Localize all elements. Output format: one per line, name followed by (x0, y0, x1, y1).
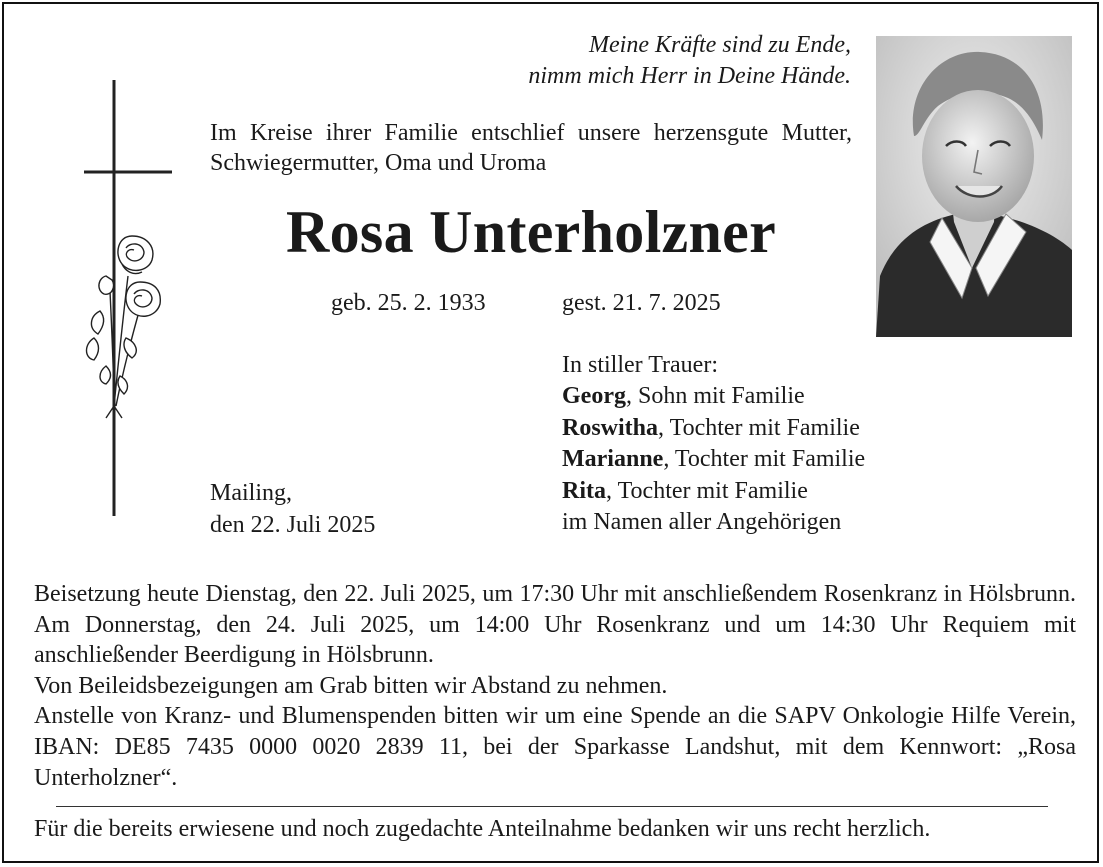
cross-with-roses-icon (70, 76, 180, 521)
mourner-name: Marianne (562, 446, 664, 473)
deceased-name: Rosa Unterholzner (285, 199, 777, 265)
mourner-entry (562, 413, 865, 444)
mourner-relation: , Tochter mit Familie (663, 446, 866, 473)
mourner-name: Roswitha (562, 414, 659, 441)
mourner-entry (562, 381, 865, 412)
mourner-entry (562, 476, 865, 507)
death-date: gest. 21. 7. 2025 (562, 290, 721, 316)
mourner-relation: , Tochter mit Familie (606, 477, 808, 504)
condolence-note: Von Beileidsbezeigungen am Grab bitten wir Abstand zu nehmen. (34, 672, 668, 699)
mourner-name: Georg (562, 383, 626, 410)
mourner-entry (562, 444, 865, 475)
place-town: Mailing, (210, 480, 292, 506)
mourner-relation: , Sohn mit Familie (625, 383, 805, 410)
divider-line (56, 806, 1048, 807)
funeral-schedule: Beisetzung heute Dienstag, den 22. Juli 2025, um 17:30 Uhr mit anschließendem Rosenkranz in Hölsbrunn. Am Donnerstag, den 24. Juli 2025, um 14:00 Uhr Rosenkranz und um 14:30 Uhr Requiem mit anschließender Beerdigung in Hölsbrunn. (34, 581, 1076, 669)
intro-text: Im Kreise ihrer Familie entschlief unsere herzensgute Mutter, Schwiegermutter, Oma und Uroma (210, 120, 852, 176)
funeral-details (34, 579, 1076, 793)
motto-line-1: Meine Kräfte sind zu Ende, (589, 32, 851, 58)
donation-note: Anstelle von Kranz- und Blumenspenden bitten wir um eine Spende an die SAPV Onkologie Hilfe Verein, IBAN: DE85 7435 0000 0020 2839 11, bei der Sparkasse Landshut, mit dem Kennwort: „Rosa Unterholzner“. (34, 703, 1076, 791)
mourner-name: Rita (562, 477, 606, 504)
mourners-closing: im Namen aller Angehörigen (562, 509, 842, 536)
motto (528, 30, 851, 92)
place-and-date (210, 477, 375, 541)
portrait-photo (876, 36, 1072, 337)
place-date: den 22. Juli 2025 (210, 512, 376, 538)
motto-line-2: nimm mich Herr in Deine Hände. (528, 63, 851, 89)
mourners-list (562, 350, 865, 538)
thanks-text: Für die bereits erwiesene und noch zugedachte Anteilnahme bedanken wir uns recht herzlich. (34, 816, 931, 842)
mourners-heading: In stiller Trauer: (562, 352, 718, 378)
birth-date: geb. 25. 2. 1933 (331, 290, 486, 316)
mourner-relation: , Tochter mit Familie (658, 414, 860, 441)
